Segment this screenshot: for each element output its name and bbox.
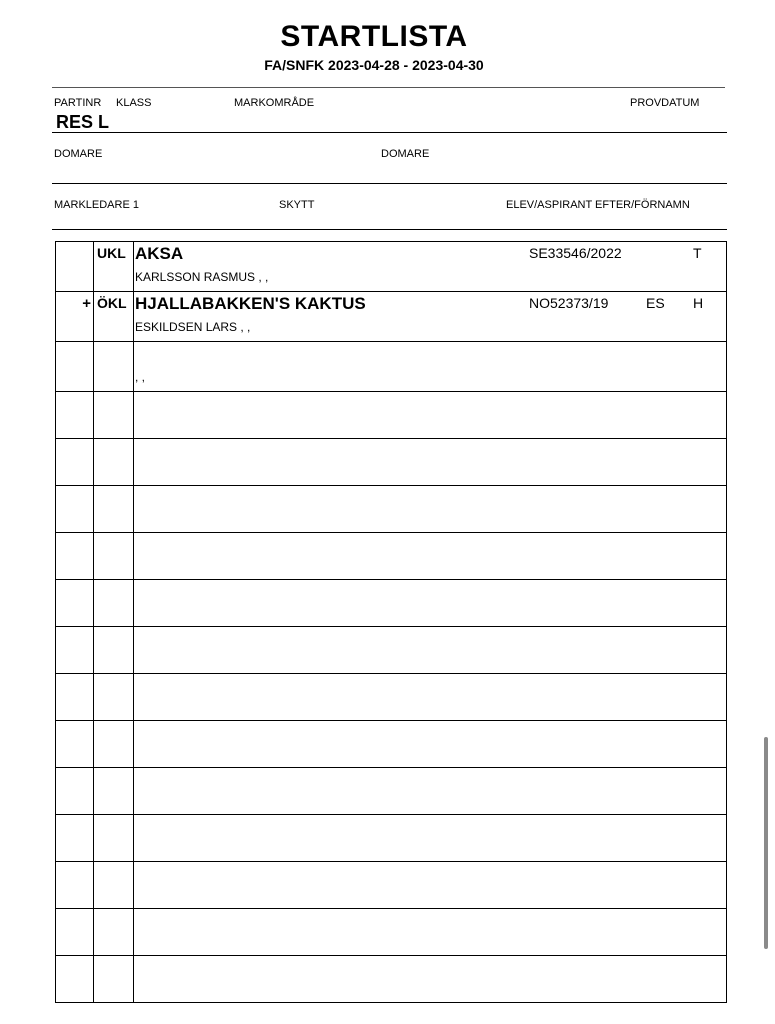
dog-sex: H: [693, 295, 704, 311]
entry-class: [94, 862, 134, 909]
page-title: STARTLISTA: [280, 20, 468, 53]
entry-class: [94, 768, 134, 815]
entry-mark: [56, 815, 94, 862]
entry-main: [134, 909, 727, 956]
owner-name: ESKILDSEN LARS , ,: [135, 320, 251, 334]
entry-class: UKL: [94, 242, 134, 292]
entry-class: [94, 392, 134, 439]
entry-main: [134, 242, 727, 292]
markledare-label: MARKLEDARE 1: [54, 199, 139, 211]
elev-label: ELEV/ASPIRANT EFTER/FÖRNAMN: [506, 199, 690, 211]
dog-sex: T: [693, 245, 702, 261]
divider: [52, 87, 725, 88]
dog-name: AKSA: [135, 244, 184, 263]
entry-mark: [56, 439, 94, 486]
table-row: [56, 674, 727, 721]
entry-main: [134, 956, 727, 1003]
entry-main: [134, 292, 727, 342]
entry-mark: [56, 768, 94, 815]
table-row: [56, 486, 727, 533]
entry-main: [134, 486, 727, 533]
entry-extra: ES: [646, 295, 665, 311]
scrollbar-thumb[interactable]: [764, 737, 768, 949]
entry-main: [134, 342, 727, 392]
table-row: [56, 342, 727, 392]
table-row: [56, 627, 727, 674]
table-row: [56, 815, 727, 862]
reg-number: SE33546/2022: [529, 245, 622, 261]
entry-class: [94, 909, 134, 956]
entry-mark: [56, 627, 94, 674]
entry-class: [94, 956, 134, 1003]
entry-main: [134, 533, 727, 580]
entry-class: ÖKL: [94, 292, 134, 342]
table-row: [56, 242, 727, 292]
table-row: [56, 580, 727, 627]
entry-mark: [56, 392, 94, 439]
markomrade-label: MARKOMRÅDE: [234, 97, 315, 109]
entry-main: [134, 721, 727, 768]
table-row: [56, 956, 727, 1003]
table-row: [56, 533, 727, 580]
entry-main: [134, 439, 727, 486]
klass-label: KLASS: [116, 97, 152, 109]
entry-main: [134, 627, 727, 674]
entry-mark: [56, 862, 94, 909]
entry-class: [94, 533, 134, 580]
entry-class: [94, 815, 134, 862]
divider: [52, 229, 727, 230]
divider: [52, 183, 727, 184]
table-row: [56, 392, 727, 439]
page-subtitle: FA/SNFK 2023-04-28 - 2023-04-30: [264, 57, 484, 73]
divider: [52, 132, 727, 133]
entry-main: [134, 862, 727, 909]
domare-1-label: DOMARE: [54, 148, 103, 160]
table-row: [56, 909, 727, 956]
entry-main: [134, 392, 727, 439]
provdatum-label: PROVDATUM: [630, 97, 700, 109]
table-row: [56, 768, 727, 815]
entry-class: [94, 721, 134, 768]
entry-mark: +: [56, 292, 94, 342]
entry-mark: [56, 721, 94, 768]
entry-class: [94, 627, 134, 674]
entry-class: [94, 342, 134, 392]
entry-mark: [56, 342, 94, 392]
entry-class: [94, 486, 134, 533]
entry-class: [94, 439, 134, 486]
entry-mark: [56, 533, 94, 580]
startlist-table: [55, 241, 727, 1003]
table-row: [56, 439, 727, 486]
entry-mark: [56, 486, 94, 533]
table-row: [56, 862, 727, 909]
entry-class: [94, 674, 134, 721]
entry-main: [134, 768, 727, 815]
domare-2-label: DOMARE: [381, 148, 430, 160]
entry-main: [134, 674, 727, 721]
owner-name: , ,: [135, 370, 146, 384]
reg-number: NO52373/19: [529, 295, 609, 311]
partinr-label: PARTINR: [54, 97, 102, 109]
table-row: [56, 721, 727, 768]
entry-mark: [56, 580, 94, 627]
entry-mark: [56, 956, 94, 1003]
skytt-label: SKYTT: [279, 199, 315, 211]
entry-mark: [56, 909, 94, 956]
dog-name: HJALLABAKKEN'S KAKTUS: [135, 294, 366, 313]
entry-class: [94, 580, 134, 627]
entry-mark: [56, 242, 94, 292]
owner-name: KARLSSON RASMUS , ,: [135, 270, 269, 284]
table-row: [56, 292, 727, 342]
entry-main: [134, 815, 727, 862]
class-value: RES L: [56, 112, 110, 132]
entry-main: [134, 580, 727, 627]
entry-mark: [56, 674, 94, 721]
